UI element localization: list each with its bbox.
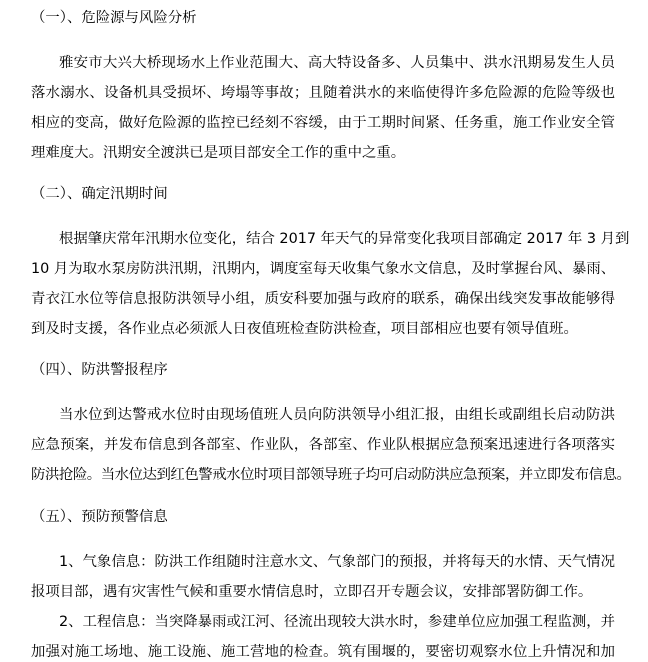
paragraph-line: 理难度大。汛期安全渡洪已是项目部安全工作的重中之重。 xyxy=(31,145,406,161)
section-heading-flood-alarm: （四）、防洪警报程序 xyxy=(31,362,168,378)
section-heading-flood-period: （二）、确定汛期时间 xyxy=(31,186,168,202)
paragraph-line: 加强对施工场地、施工设施、施工营地的检查。筑有围堰的，要密切观察水位上升情况和加 xyxy=(31,644,615,660)
paragraph-line: 根据肇庆常年汛期水位变化，结合 2017 年天气的异常变化我项目部确定 2017 年 3 月到 xyxy=(59,231,630,247)
paragraph-line: 防洪抢险。当水位达到红色警戒水位时项目部领导班子均可启动防洪应急预案，并立即发布信息。 xyxy=(31,467,631,483)
section-heading-early-warning: （五）、预防预警信息 xyxy=(31,509,168,525)
paragraph-line: 青衣江水位等信息报防洪领导小组，质安科要加强与政府的联系，确保出线突发事故能够得 xyxy=(31,291,615,307)
paragraph-line: 1、气象信息：防洪工作组随时注意水文、气象部门的预报，并将每天的水情、天气情况 xyxy=(59,554,616,570)
paragraph-line: 当水位到达警戒水位时由现场值班人员向防洪领导小组汇报，由组长或副组长启动防洪 xyxy=(59,407,615,423)
paragraph-line: 相应的变高，做好危险源的监控已经刻不容缓，由于工期时间紧、任务重，施工作业安全管 xyxy=(31,115,615,131)
paragraph-line: 2、工程信息：当突降暴雨或江河、径流出现较大洪水时，参建单位应加强工程监测，并 xyxy=(59,614,616,630)
paragraph-line: 报项目部，遇有灾害性气候和重要水情信息时，立即召开专题会议，安排部署防御工作。 xyxy=(31,584,593,600)
paragraph-line: 应急预案，并发布信息到各部室、作业队，各部室、作业队根据应急预案迅速进行各项落实 xyxy=(31,437,615,453)
paragraph-line: 雅安市大兴大桥现场水上作业范围大、高大特设备多、人员集中、洪水汛期易发生人员 xyxy=(59,55,615,71)
paragraph-line: 10 月为取水泵房防洪汛期，汛期内，调度室每天收集气象水文信息，及时掌握台风、暴雨、 xyxy=(31,261,616,277)
section-heading-risk-analysis: （一）、危险源与风险分析 xyxy=(31,10,197,26)
paragraph-line: 到及时支援，各作业点必须派人日夜值班检查防洪检查，项目部相应也要有领导值班。 xyxy=(31,321,578,337)
paragraph-line: 落水溺水、设备机具受损坏、垮塌等事故；且随着洪水的来临使得许多危险源的危险等级也 xyxy=(31,85,615,101)
